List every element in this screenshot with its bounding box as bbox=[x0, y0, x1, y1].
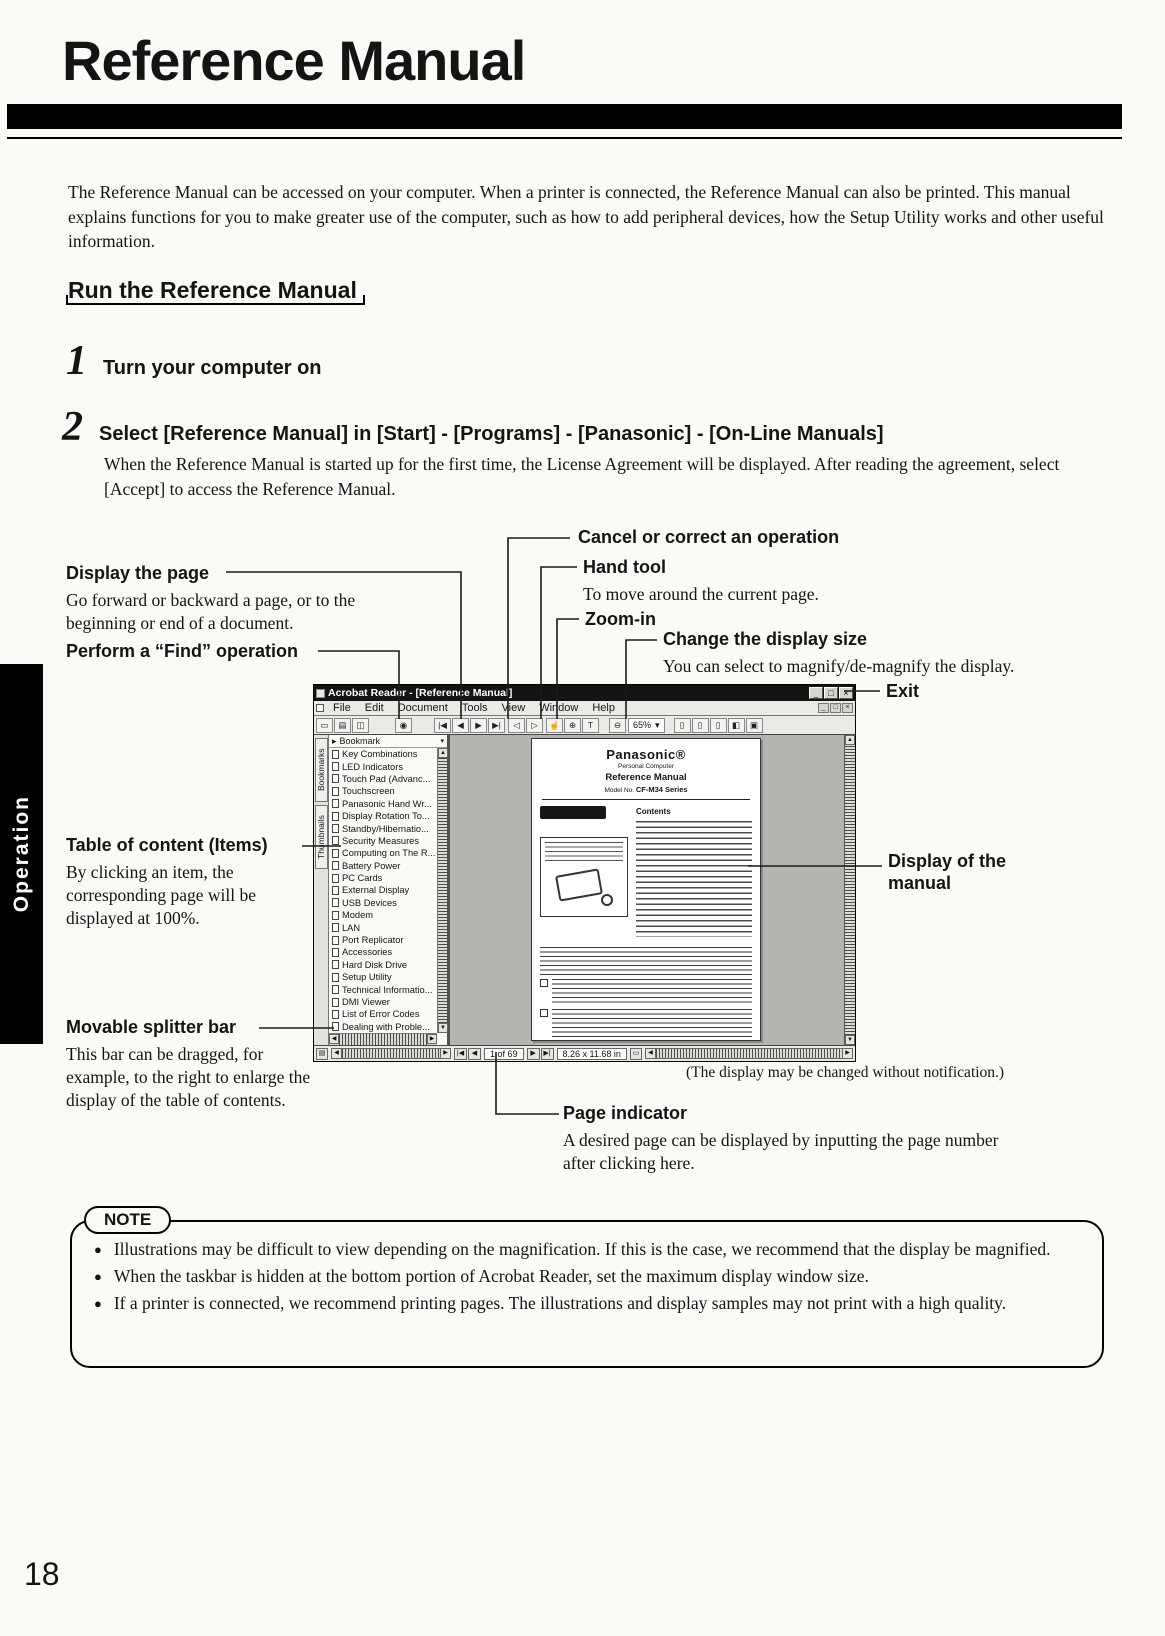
callout-table-of-content bbox=[66, 835, 311, 930]
menu-items bbox=[326, 702, 622, 714]
callout-zoom-in bbox=[585, 609, 656, 631]
callout-page-indicator bbox=[563, 1103, 1003, 1175]
callout-title: Exit bbox=[886, 681, 920, 701]
menu-item[interactable]: Help bbox=[592, 702, 615, 714]
menu-item[interactable]: Document bbox=[397, 702, 448, 714]
display-disclaimer: (The display may be changed without notification.) bbox=[686, 1064, 1005, 1081]
next-view-icon[interactable]: ▷ bbox=[526, 718, 543, 733]
cover-note-icon bbox=[540, 979, 548, 987]
cover-note-icon bbox=[540, 1009, 548, 1017]
contents-heading: Contents bbox=[636, 807, 671, 816]
callout-display-the-page bbox=[66, 563, 356, 635]
bookmark-label: Touch Pad (Advanc... bbox=[342, 773, 431, 784]
bookmark-label: Port Replicator bbox=[342, 935, 404, 946]
nav-pane-icon[interactable]: ◫ bbox=[352, 718, 369, 733]
callout-title: Hand tool bbox=[583, 557, 666, 577]
bookmark-label: Hard Disk Drive bbox=[342, 959, 408, 970]
model-number: CF-M34 Series bbox=[635, 785, 688, 794]
section-heading-tick-left bbox=[66, 295, 68, 305]
illustration-detail-circle bbox=[601, 894, 613, 906]
bookmark-label: Battery Power bbox=[342, 860, 401, 871]
page-icon bbox=[332, 923, 339, 932]
bookmark-label: Computing on The R... bbox=[342, 848, 436, 859]
scrollbar-track[interactable] bbox=[438, 758, 447, 1023]
cover-model-line bbox=[532, 785, 760, 794]
acrobat-titlebar bbox=[314, 685, 855, 701]
page-icon bbox=[332, 799, 339, 808]
callout-body: A desired page can be displayed by inputting the page number after clicking here. bbox=[563, 1129, 999, 1173]
menu-item[interactable]: Edit bbox=[364, 702, 384, 714]
bookmark-item[interactable] bbox=[329, 971, 437, 983]
note-item bbox=[94, 1265, 1078, 1289]
page-icon bbox=[332, 1022, 339, 1031]
text-select-icon[interactable]: T bbox=[582, 718, 599, 733]
callout-body: You can select to magnify/de-magnify the display. bbox=[663, 655, 1015, 676]
status-next-page-button[interactable]: ▶ bbox=[527, 1048, 540, 1060]
fit-width-icon[interactable]: ▯ bbox=[710, 718, 727, 733]
bookmark-item[interactable] bbox=[329, 1008, 437, 1020]
bookmark-item[interactable] bbox=[329, 810, 437, 822]
actual-size-icon[interactable]: ▯ bbox=[674, 718, 691, 733]
scroll-right-icon[interactable]: ▶ bbox=[440, 1049, 450, 1058]
document-vertical-scrollbar[interactable] bbox=[844, 735, 855, 1045]
note-item bbox=[94, 1292, 1078, 1316]
page-icon bbox=[332, 898, 339, 907]
bookmark-item[interactable] bbox=[329, 785, 437, 797]
bookmark-label: External Display bbox=[342, 885, 410, 896]
callout-body: By clicking an item, the corresponding page will be displayed at 100%. bbox=[66, 861, 257, 928]
step-2-body: When the Reference Manual is started up for the first time, the License Agreement will be displayed. After reading the agreement, select [Accept] to access the Reference Manual. bbox=[104, 454, 1060, 499]
toolbar-group-left bbox=[316, 718, 627, 733]
bookmark-item[interactable] bbox=[329, 983, 437, 995]
title-rule-thin bbox=[7, 137, 1122, 139]
bookmarks-panel bbox=[329, 735, 447, 1045]
bookmark-label: Modem bbox=[342, 910, 374, 921]
scroll-down-icon[interactable]: ▼ bbox=[438, 1023, 448, 1033]
scroll-up-icon[interactable]: ▲ bbox=[438, 748, 448, 758]
callout-display-of-manual bbox=[888, 851, 1008, 894]
page-icon bbox=[332, 861, 339, 870]
operation-section-label: Operation bbox=[9, 795, 33, 913]
bookmark-label: PC Cards bbox=[342, 873, 383, 884]
status-nav-left bbox=[454, 1048, 481, 1060]
menu-item[interactable]: Tools bbox=[461, 702, 488, 714]
callout-title: Zoom-in bbox=[585, 609, 656, 629]
section-heading bbox=[66, 277, 365, 314]
callout-title: Change the display size bbox=[663, 629, 868, 649]
callout-title: Movable splitter bar bbox=[66, 1017, 237, 1037]
thumbnails-view-icon[interactable]: ▣ bbox=[746, 718, 763, 733]
bookmark-item[interactable] bbox=[329, 934, 437, 946]
illustration-caption-lines bbox=[545, 842, 623, 862]
scrollbar-track[interactable] bbox=[342, 1049, 440, 1058]
open-icon[interactable]: ▭ bbox=[316, 718, 333, 733]
bookmark-item[interactable] bbox=[329, 748, 437, 760]
bookmark-label: Technical Informatio... bbox=[342, 984, 433, 995]
bookmark-label: Touchscreen bbox=[342, 786, 395, 797]
statusbar-left-scrollbar[interactable] bbox=[331, 1048, 451, 1059]
document-icon bbox=[316, 704, 324, 712]
bookmarks-horizontal-scrollbar[interactable] bbox=[329, 1033, 437, 1045]
title-rule-thick bbox=[7, 104, 1122, 129]
maximize-button[interactable]: □ bbox=[824, 687, 838, 699]
bookmark-label: Setup Utility bbox=[342, 972, 392, 983]
bookmark-item[interactable] bbox=[329, 872, 437, 884]
manual-cover-page bbox=[531, 738, 761, 1041]
bookmark-label: Panasonic Hand Wr... bbox=[342, 798, 432, 809]
last-page-icon[interactable]: ▶| bbox=[488, 718, 505, 733]
callout-title: Cancel or correct an operation bbox=[578, 527, 840, 547]
page-icon bbox=[332, 787, 339, 796]
page-title: Reference Manual bbox=[62, 29, 526, 92]
page-icon bbox=[332, 1010, 339, 1019]
contents-line-placeholder bbox=[636, 821, 752, 937]
callout-title: Perform a “Find” operation bbox=[66, 641, 299, 661]
callout-body: To move around the current page. bbox=[583, 583, 819, 604]
bookmarks-panel-header[interactable] bbox=[329, 735, 447, 748]
callout-change-display-size bbox=[663, 629, 1093, 678]
bookmark-item[interactable] bbox=[329, 860, 437, 872]
step-1-title: Turn your computer on bbox=[103, 357, 322, 379]
menu-item[interactable]: File bbox=[333, 702, 351, 714]
callout-cancel-operation bbox=[578, 527, 839, 549]
callout-hand-tool bbox=[583, 557, 883, 606]
bookmark-item[interactable] bbox=[329, 773, 437, 785]
window-buttons bbox=[809, 687, 853, 699]
scroll-up-icon[interactable]: ▲ bbox=[845, 735, 855, 745]
bookmark-label: Display Rotation To... bbox=[342, 811, 430, 822]
step-2-title: Select [Reference Manual] in [Start] - [Programs] - [Panasonic] - [On-Line Manuals] bbox=[99, 423, 884, 445]
bookmark-item[interactable] bbox=[329, 897, 437, 909]
note-text: ● Illustrations may be difficult to view depending on the magnification. If this is the case, we recommend that the display be magnified. bbox=[113, 1239, 1051, 1259]
step-2 bbox=[62, 406, 884, 448]
bookmark-label: Dealing with Proble... bbox=[342, 1021, 430, 1032]
zoom-level-value: 65% bbox=[633, 719, 652, 730]
scroll-left-icon[interactable]: ◀ bbox=[332, 1049, 342, 1058]
step-2-number: 2 bbox=[62, 404, 83, 450]
zoom-tool-icon[interactable]: ⊕ bbox=[564, 718, 581, 733]
next-page-icon[interactable]: ▶ bbox=[470, 718, 487, 733]
callout-body: This bar can be dragged, for example, to the right to enlarge the display of the table of contents. bbox=[66, 1043, 311, 1110]
page-icon bbox=[332, 812, 339, 821]
doc-minimize-button[interactable]: _ bbox=[818, 703, 829, 713]
zoom-level-dropdown[interactable] bbox=[628, 718, 665, 733]
callout-title: Display of the manual bbox=[888, 851, 1007, 893]
page-icon bbox=[332, 973, 339, 982]
menu-item[interactable]: Window bbox=[539, 702, 579, 714]
chevron-down-icon: ▾ bbox=[440, 738, 444, 745]
note-list bbox=[72, 1222, 1102, 1315]
brand-logo: Panasonic® bbox=[606, 747, 686, 762]
page-icon bbox=[332, 824, 339, 833]
callout-exit bbox=[886, 681, 919, 703]
callout-movable-splitter-bar bbox=[66, 1017, 311, 1112]
bookmark-item[interactable] bbox=[329, 1021, 437, 1033]
note-text: ● When the taskbar is hidden at the bottom portion of Acrobat Reader, set the maximum display window size. bbox=[113, 1265, 869, 1286]
minimize-button[interactable]: _ bbox=[809, 687, 823, 699]
acrobat-reader-window bbox=[313, 684, 856, 1062]
cover-banner-graphic bbox=[540, 806, 606, 819]
print-icon[interactable]: ▤ bbox=[334, 718, 351, 733]
bookmark-label: DMI Viewer bbox=[342, 997, 390, 1007]
close-button[interactable]: × bbox=[839, 687, 853, 699]
navigation-tabs bbox=[314, 735, 329, 1045]
bookmark-item[interactable] bbox=[329, 835, 437, 847]
cover-subtitle: Personal Computer bbox=[618, 763, 674, 770]
acrobat-toolbar bbox=[314, 716, 855, 735]
scroll-down-icon[interactable]: ▼ bbox=[845, 1035, 855, 1045]
acrobat-client-area bbox=[314, 735, 855, 1045]
intro-paragraph: The Reference Manual can be accessed on your computer. When a printer is connected, the Reference Manual can also be printed. This manual explains functions for you to make greater use of the computer, such as how to add peripheral devices, how the Setup Utility works and other useful information. bbox=[68, 182, 1104, 251]
find-icon[interactable]: ◉ bbox=[395, 718, 412, 733]
callout-find-operation bbox=[66, 641, 298, 663]
computer-illustration bbox=[555, 868, 603, 901]
status-nav-right bbox=[527, 1048, 554, 1060]
document-pane bbox=[450, 735, 855, 1045]
window-title: Acrobat Reader - [Reference Manual] bbox=[328, 687, 513, 699]
nav-pane-tab[interactable]: Thumbnails bbox=[315, 805, 328, 869]
first-page-icon[interactable]: |◀ bbox=[434, 718, 451, 733]
bookmark-item[interactable] bbox=[329, 996, 437, 1008]
bookmark-label: LED Indicators bbox=[342, 761, 403, 772]
page-icon bbox=[332, 985, 339, 994]
page-icon bbox=[332, 774, 339, 783]
model-prefix: Model No. bbox=[604, 787, 635, 794]
cover-text-placeholder bbox=[552, 1009, 752, 1037]
hand-tool-icon[interactable]: ☝ bbox=[546, 718, 563, 733]
note-item bbox=[94, 1238, 1078, 1262]
bookmark-list bbox=[329, 748, 437, 1033]
status-last-page-button[interactable]: ▶| bbox=[541, 1048, 554, 1060]
bookmark-label: Accessories bbox=[342, 947, 393, 958]
bookmarks-header-label: Bookmark bbox=[339, 736, 381, 746]
bookmark-label: Standby/Hibernatio... bbox=[342, 823, 429, 834]
doc-restore-button[interactable]: □ bbox=[830, 703, 841, 713]
bookmark-label: LAN bbox=[342, 922, 361, 933]
zoom-out-icon[interactable]: ⊖ bbox=[609, 718, 626, 733]
section-heading-tick-right bbox=[363, 295, 365, 305]
scroll-right-icon[interactable]: ▶ bbox=[842, 1049, 852, 1058]
page-icon bbox=[332, 762, 339, 771]
status-menu-icon[interactable]: ▤ bbox=[316, 1048, 328, 1060]
scroll-left-icon[interactable]: ◀ bbox=[646, 1049, 656, 1058]
bookmark-item[interactable] bbox=[329, 847, 437, 859]
fit-page-icon[interactable]: ▯ bbox=[692, 718, 709, 733]
bookmark-item[interactable] bbox=[329, 798, 437, 810]
status-first-page-button[interactable]: |◀ bbox=[454, 1048, 467, 1060]
statusbar-right-scrollbar[interactable] bbox=[645, 1048, 853, 1059]
bookmark-item[interactable] bbox=[329, 946, 437, 958]
scroll-left-icon[interactable]: ◀ bbox=[329, 1034, 339, 1044]
doc-close-button[interactable]: × bbox=[842, 703, 853, 713]
cover-rule bbox=[542, 799, 750, 800]
bookmarks-vertical-scrollbar[interactable] bbox=[437, 748, 447, 1033]
scroll-right-icon[interactable]: ▶ bbox=[427, 1034, 437, 1044]
section-heading-text: Run the Reference Manual bbox=[68, 277, 357, 303]
acrobat-menubar bbox=[314, 701, 855, 716]
bookmark-item[interactable] bbox=[329, 884, 437, 896]
page-icon bbox=[332, 836, 339, 845]
bookmark-label: List of Error Codes bbox=[342, 1009, 420, 1020]
bookmark-label: Security Measures bbox=[342, 835, 419, 846]
page-icon bbox=[332, 911, 339, 920]
page-icon bbox=[332, 750, 339, 759]
page-icon bbox=[332, 886, 339, 895]
page-icon bbox=[332, 849, 339, 858]
bookmark-item[interactable] bbox=[329, 760, 437, 772]
prev-page-icon[interactable]: ◀ bbox=[452, 718, 469, 733]
callout-body: Go forward or backward a page, or to the beginning or end of a document. bbox=[66, 589, 356, 633]
note-label: NOTE bbox=[84, 1206, 171, 1234]
bookmark-item[interactable] bbox=[329, 959, 437, 971]
bookmark-item[interactable] bbox=[329, 822, 437, 834]
bookmark-label: USB Devices bbox=[342, 897, 397, 908]
prev-view-icon[interactable]: ◁ bbox=[508, 718, 525, 733]
operation-section-tab bbox=[0, 664, 43, 1044]
cover-title: Reference Manual bbox=[605, 772, 687, 783]
callout-title: Display the page bbox=[66, 563, 210, 583]
callout-title: Table of content (Items) bbox=[66, 835, 268, 855]
bookmark-item[interactable] bbox=[329, 909, 437, 921]
page-icon bbox=[332, 960, 339, 969]
page-icon bbox=[332, 998, 339, 1007]
callout-title: Page indicator bbox=[563, 1103, 688, 1123]
bookmark-menu-icon: ▸ bbox=[332, 735, 337, 746]
status-prev-page-button[interactable]: ◀ bbox=[468, 1048, 481, 1060]
note-box bbox=[70, 1210, 1104, 1368]
page-layout-icon[interactable]: ▭ bbox=[630, 1048, 642, 1060]
page-size-field: 8.26 x 11.68 in bbox=[557, 1048, 627, 1060]
scrollbar-track[interactable] bbox=[339, 1034, 427, 1045]
cover-illustration-box bbox=[540, 837, 628, 917]
scrollbar-track[interactable] bbox=[845, 745, 855, 1035]
menu-item[interactable]: View bbox=[501, 702, 526, 714]
mdi-window-buttons bbox=[818, 703, 853, 713]
page-icon bbox=[332, 874, 339, 883]
bookmark-label: Key Combinations bbox=[342, 749, 418, 760]
bookmark-item[interactable] bbox=[329, 921, 437, 933]
page-only-view-icon[interactable]: ◧ bbox=[728, 718, 745, 733]
step-1-number: 1 bbox=[66, 338, 87, 384]
page-indicator-field[interactable]: 1 of 69 bbox=[484, 1048, 524, 1060]
cover-text-placeholder bbox=[540, 947, 752, 975]
section-heading-underline bbox=[66, 303, 365, 305]
step-1 bbox=[66, 340, 322, 382]
scrollbar-track[interactable] bbox=[656, 1049, 842, 1058]
chevron-down-icon: ▾ bbox=[655, 719, 660, 730]
acrobat-statusbar bbox=[314, 1045, 855, 1061]
nav-pane-tab[interactable]: Bookmarks bbox=[315, 738, 328, 802]
toolbar-group-right bbox=[674, 718, 764, 733]
cover-text-placeholder bbox=[552, 979, 752, 1005]
note-text: ● If a printer is connected, we recommend printing pages. The illustrations and display samples may not print with a high quality. bbox=[113, 1292, 1007, 1313]
acrobat-app-icon bbox=[316, 689, 325, 698]
page-number: 18 bbox=[24, 1556, 60, 1592]
page-icon bbox=[332, 948, 339, 957]
page-icon bbox=[332, 936, 339, 945]
